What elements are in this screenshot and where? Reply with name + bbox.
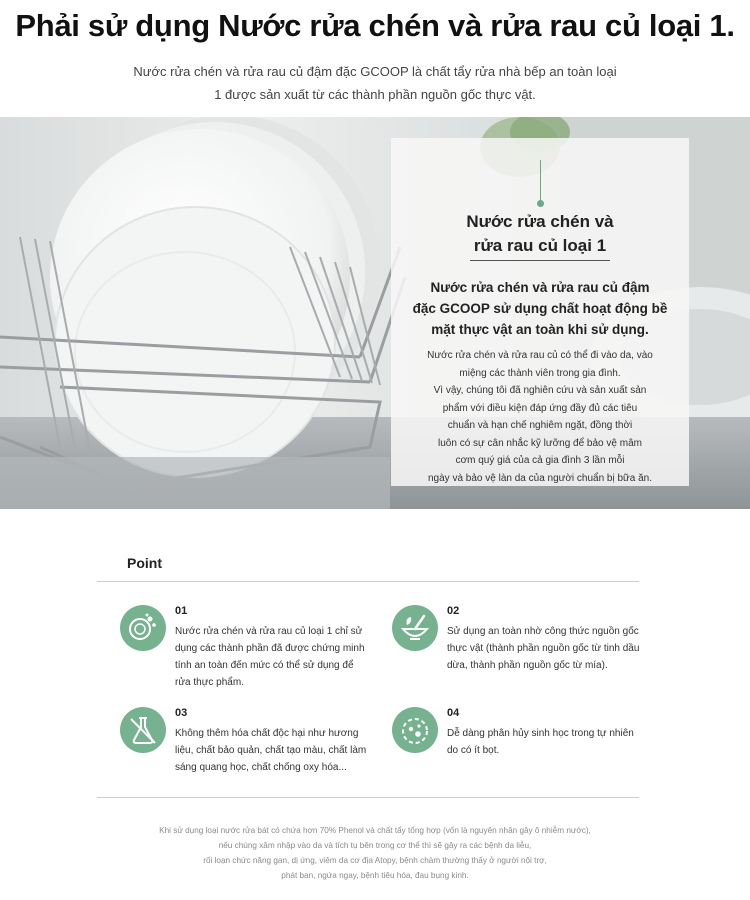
point-line: tính an toàn đến mức có thể sử dụng để — [175, 660, 354, 671]
title-underline — [470, 260, 610, 261]
info-overlay-box — [391, 138, 689, 486]
point-number: 02 — [447, 605, 460, 617]
point-line: dừa, thành phần nguồn gốc từ mía). — [447, 660, 608, 671]
page-title: Phải sử dụng Nước rửa chén và rửa rau củ loại 1. — [15, 8, 735, 43]
overlay-lead — [405, 277, 675, 340]
point-line: do có ít bọt. — [447, 745, 500, 756]
lead-line: mặt thực vật an toàn khi sử dụng. — [431, 322, 649, 337]
subtitle-line: 1 được sản xuất từ các thành phần nguồn gốc thực vật. — [214, 87, 536, 102]
point-number: 01 — [175, 605, 188, 617]
body-line: chuẩn và hạn chế nghiêm ngặt, đồng thời — [447, 420, 633, 431]
point-line: Nước rửa chén và rửa rau củ loại 1 chỉ sử — [175, 626, 363, 637]
hero-banner — [0, 117, 750, 509]
body-line: Nước rửa chén và rửa rau củ có thể đi vào da, vào — [427, 350, 653, 361]
point-text — [175, 725, 366, 776]
point-text — [175, 623, 365, 691]
body-line: luôn có sự cân nhắc kỹ lưỡng để bảo vệ mâm — [438, 437, 642, 449]
point-line: Không thêm hóa chất độc hại như hương — [175, 728, 359, 739]
overlay-title — [391, 210, 689, 258]
point-line: sáng quang học, chất chống oxy hóa... — [175, 762, 347, 773]
lead-line: đặc GCOOP sử dụng chất hoạt động bề — [412, 301, 668, 316]
footer-line: rối loạn chức năng gan, dị ứng, viêm da cơ địa Atopy, bệnh chàm thường thấy ở người nội trợ, — [203, 856, 547, 865]
point-number: 04 — [447, 707, 460, 719]
body-line: phẩm với điều kiện đáp ứng đầy đủ các tiêu — [442, 402, 638, 414]
footer-line: Khi sử dụng loại nước rửa bát có chứa hơn 70% Phenol và chất tẩy tổng hợp (vốn là nguyên nhân gây ô nhiễm nước), — [159, 826, 591, 835]
overlay-title-line: Nước rửa chén và — [466, 212, 614, 231]
chemical-free-icon — [120, 707, 166, 753]
point-text — [447, 725, 634, 759]
body-line: cơm quý giá của cả gia đình 3 lần mỗi — [455, 455, 625, 466]
footer-line: phát ban, ngứa ngay, bệnh tiêu hóa, đau bụng kinh. — [281, 871, 469, 880]
divider — [97, 797, 639, 798]
mortar-leaf-icon — [392, 605, 438, 651]
dish-cleaning-icon — [120, 605, 166, 651]
point-text — [447, 623, 639, 674]
overlay-title-line: rửa rau củ loại 1 — [473, 236, 607, 255]
overlay-body — [409, 347, 671, 487]
point-number: 03 — [175, 707, 188, 719]
accent-dot — [537, 200, 544, 207]
point-line: dụng các thành phần đã được chứng minh — [175, 643, 365, 654]
divider — [97, 581, 639, 582]
subtitle-line: Nước rửa chén và rửa rau củ đậm đặc GCOOP là chất tẩy rửa nhà bếp an toàn loại — [133, 64, 617, 79]
point-line: Dễ dàng phân hủy sinh học trong tự nhiên — [447, 728, 634, 739]
point-line: thực vật (thành phần nguồn gốc từ tinh dầu — [447, 643, 640, 654]
points-heading: Point — [127, 555, 162, 571]
body-line: ngày và bảo vệ làn da của người chuẩn bị bữa ăn. — [428, 472, 652, 484]
point-line: liệu, chất bảo quản, chất tạo màu, chất làm — [175, 745, 367, 756]
point-line: rửa thực phẩm. — [175, 677, 244, 688]
body-line: Vì vậy, chúng tôi đã nghiên cứu và sản xuất sản — [433, 385, 647, 396]
point-line: Sử dụng an toàn nhờ công thức nguồn gốc — [447, 626, 639, 637]
body-line: miệng các thành viên trong gia đình. — [459, 367, 621, 379]
footer-note — [80, 823, 670, 883]
accent-line — [540, 160, 541, 202]
biodegradable-icon — [392, 707, 438, 753]
footer-line: nếu chúng xâm nhập vào da và tích tụ bên trong cơ thể thì sẽ gây ra các bệnh da liễu, — [218, 841, 532, 850]
page-subtitle — [100, 60, 650, 106]
lead-line: Nước rửa chén và rửa rau củ đậm — [430, 280, 650, 295]
